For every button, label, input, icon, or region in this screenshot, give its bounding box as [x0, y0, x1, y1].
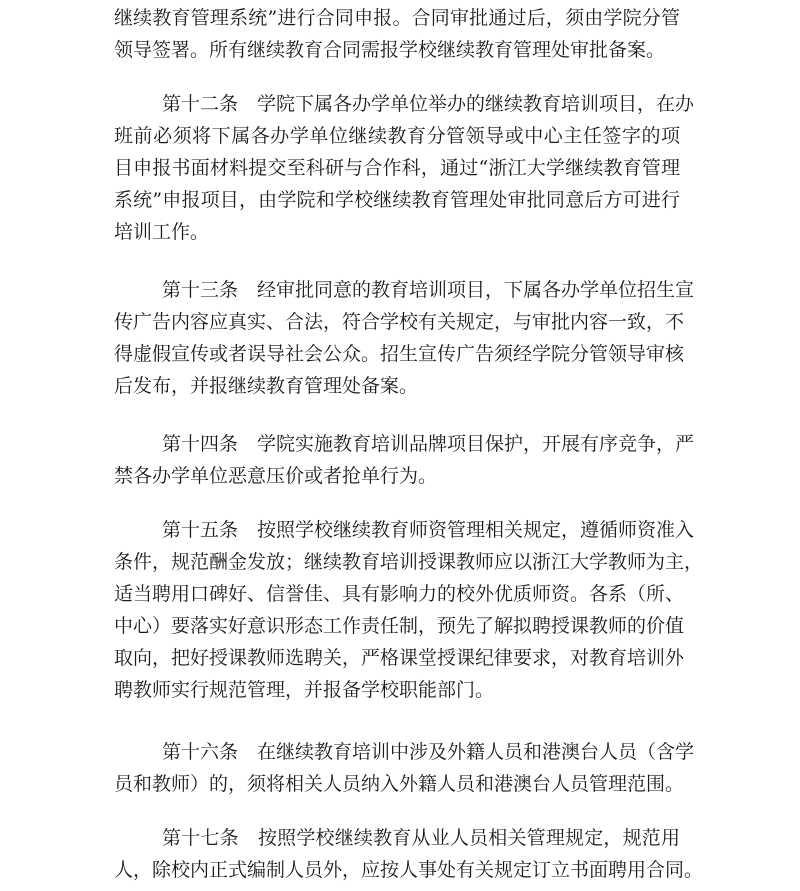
- article-13-paragraph: [114, 274, 695, 402]
- article-17-paragraph: [114, 822, 704, 886]
- text-line: 中心）要落实好意识形态工作责任制，预先了解拟聘授课教师的价值: [114, 615, 685, 637]
- text-line: 第十六条 在继续教育培训中涉及外籍人员和港澳台人员（含学: [162, 741, 695, 763]
- text-line: 取向，把好授课教师选聘关，严格课堂授课纪律要求，对教育培训外: [114, 647, 685, 669]
- text-line: 人，除校内正式编制人员外，应按人事处有关规定订立书面聘用合同。: [114, 859, 704, 881]
- article-15-paragraph: [114, 514, 704, 706]
- text-line: 条件，规范酬金发放；继续教育培训授课教师应以浙江大学教师为主，: [114, 551, 704, 573]
- text-line: 后发布，并报继续教育管理处备案。: [114, 375, 419, 397]
- text-line: 系统”申报项目，由学院和学校继续教育管理处审批同意后方可进行: [114, 189, 680, 211]
- text-line: 第十二条 学院下属各办学单位举办的继续教育培训项目，在办: [162, 93, 695, 115]
- text-line: 得虚假宣传或者误导社会公众。招生宣传广告须经学院分管领导审核: [114, 343, 685, 365]
- text-line: 第十四条 学院实施教育培训品牌项目保护，开展有序竞争，严: [162, 433, 695, 455]
- text-line: 传广告内容应真实、合法，符合学校有关规定，与审批内容一致，不: [114, 311, 685, 333]
- text-line: 目申报书面材料提交至科研与合作科，通过“浙江大学继续教育管理: [114, 157, 680, 179]
- text-line: 班前必须将下属各办学单位继续教育分管领导或中心主任签字的项: [114, 125, 680, 147]
- text-line: 聘教师实行规范管理，并报备学校职能部门。: [114, 679, 495, 701]
- paragraph-continuation: [114, 2, 680, 66]
- article-14-paragraph: [114, 428, 695, 492]
- text-line: 领导签署。所有继续教育合同需报学校继续教育管理处审批备案。: [114, 39, 666, 61]
- text-line: 适当聘用口碑好、信誉佳、具有影响力的校外优质师资。各系（所、: [114, 583, 685, 605]
- text-line: 第十七条 按照学校继续教育从业人员相关管理规定，规范用: [162, 827, 680, 849]
- article-12-paragraph: [114, 88, 695, 248]
- text-line: 继续教育管理系统”进行合同申报。合同审批通过后，须由学院分管: [114, 7, 680, 29]
- text-line: 培训工作。: [114, 221, 210, 243]
- text-line: 第十五条 按照学校继续教育师资管理相关规定，遵循师资准入: [162, 519, 695, 541]
- article-16-paragraph: [114, 736, 695, 800]
- text-line: 禁各办学单位恶意压价或者抢单行为。: [114, 465, 438, 487]
- text-line: 员和教师）的，须将相关人员纳入外籍人员和港澳台人员管理范围。: [114, 773, 685, 795]
- text-line: 第十三条 经审批同意的教育培训项目，下属各办学单位招生宣: [162, 279, 695, 301]
